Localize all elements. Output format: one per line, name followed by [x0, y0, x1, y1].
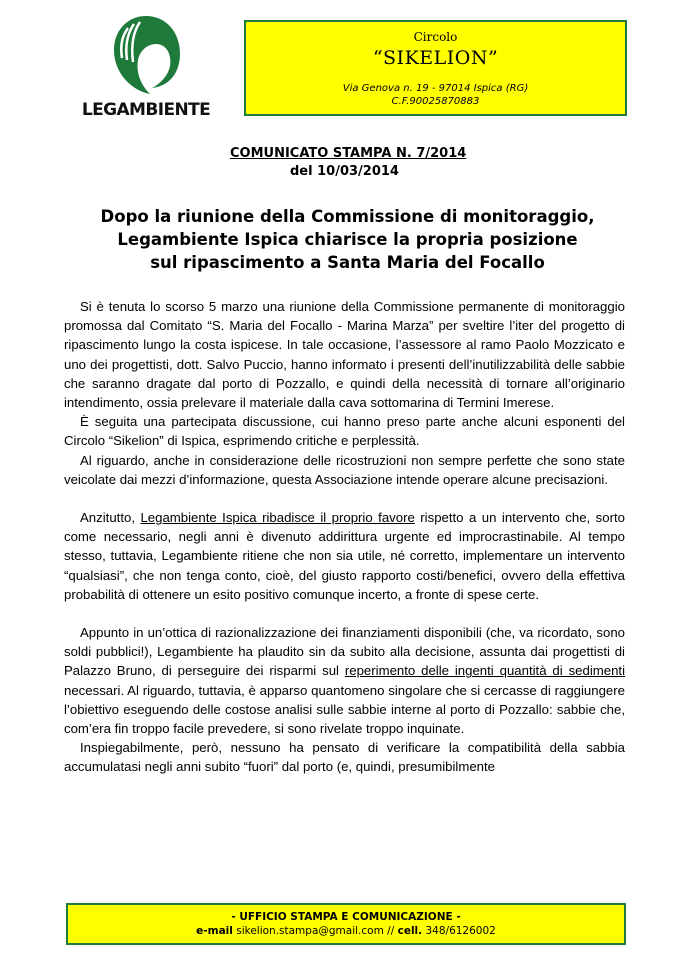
headline-line-3: sul ripascimento a Santa Maria del Focallo — [150, 253, 545, 272]
legambiente-logo — [72, 14, 220, 120]
footer-office: - UFFICIO STAMPA E COMUNICAZIONE - — [231, 911, 461, 923]
paragraph-4 — [64, 508, 625, 604]
contact-separator: // — [387, 925, 395, 937]
logo-wordmark: LEGAMBIENTE — [81, 100, 211, 120]
footer-contact-box — [66, 903, 626, 945]
circolo-address: Via Genova n. 19 - 97014 Ispica (RG) — [342, 83, 529, 94]
paragraph-5-rest: necessari. Al riguardo, tuttavia, è apparso quantomeno singolare che si cercasse di raggiungere l’obiettivo eseguendo delle costose analisi sulle sabbie interne al porto di Pozzallo: sabbie che, com’era fin troppo facile prevedere, si sono rivelate troppo inquinate. — [64, 682, 625, 737]
paragraph-6: Inspiegabilmente, però, nessuno ha pensato di verificare la compatibilità della sabbia accumulatasi negli anni subito “fuori” dal porto (e, quindi, presumibilmente — [64, 740, 625, 775]
circolo-header-box — [244, 20, 627, 116]
headline-line-2: Legambiente Ispica chiarisce la propria posizione — [117, 230, 578, 249]
circolo-name: “SIKELION” — [372, 47, 499, 69]
footer-contacts — [68, 925, 624, 937]
paragraph-5 — [64, 623, 625, 738]
cell-number: 348/6126002 — [425, 925, 496, 937]
paragraph-1: Si è tenuta lo scorso 5 marzo una riunione della Commissione permanente di monitoraggio promossa dal Comitato “S. Maria del Focallo - Marina Marza” per sveltire l’iter del progetto di ripascimento lungo la costa ispicese. In tale occasione, l’assessore al ramo Paolo Mozzicato e uno dei progettisti, dott. Salvo Puccio, hanno informato i presenti dell’inutilizzabilità delle sabbie che saranno dragate dal porto di Pozzallo, e quindi della necessità di tornare all’originario intendimento, ossia prelevare il materiale dalla cava sottomarina di Termini Imerese. — [64, 299, 625, 411]
press-release-number: COMUNICATO STAMPA N. 7/2014 — [230, 146, 467, 161]
paragraph-5-underlined: reperimento delle ingenti quantità di sedimenti — [344, 663, 626, 679]
headline-line-1: Dopo la riunione della Commissione di monitoraggio, — [100, 207, 595, 226]
paragraph-3: Al riguardo, anche in considerazione delle ricostruzioni non sempre perfette che sono state veicolate dai mezzi d’informazione, questa Associazione intende operare alcune precisazioni. — [64, 452, 625, 487]
cell-label: cell. — [397, 925, 423, 937]
article-body — [64, 297, 625, 777]
email-label: e-mail — [196, 925, 233, 937]
paragraph-4-rest: rispetto a un intervento che, sorto come necessario, negli anni è divenuto addirittura urgente ed improcrastinabile. Al tempo stesso, tuttavia, Legambiente ritiene che non sia utile, né corretto, implementare un intervento “qualsiasi”, che non tenga conto, cioè, del giusto rapporto costi/benefici, ovvero della effettiva probabilità di ottenere un esito positivo comunque incerto, a fronte di spese certe. — [64, 510, 625, 602]
email-address[interactable]: sikelion.stampa@gmail.com — [236, 925, 384, 937]
paragraph-4-lead: Anzitutto, — [80, 510, 141, 526]
circolo-label: Circolo — [413, 30, 458, 44]
paragraph-2: È seguita una partecipata discussione, cui hanno preso parte anche alcuni esponenti del Circolo “Sikelion” di Ispica, esprimendo critiche e perplessità. — [64, 414, 625, 449]
press-release-date: del 10/03/2014 — [290, 164, 399, 179]
circolo-tax-code: C.F.90025870883 — [391, 96, 480, 107]
headline — [60, 205, 635, 274]
paragraph-5-lead: Appunto in un’ottica di razionalizzazione dei finanziamenti disponibili (che, va ricordato, sono soldi pubblici!), Legambiente ha plaudito sin da subito alla decisione, assunta dai progettisti di Palazzo Bruno, di perseguire dei risparmi sul — [64, 625, 625, 679]
paragraph-4-underlined: Legambiente Ispica ribadisce il proprio favore — [140, 510, 415, 526]
swan-icon — [110, 14, 182, 98]
